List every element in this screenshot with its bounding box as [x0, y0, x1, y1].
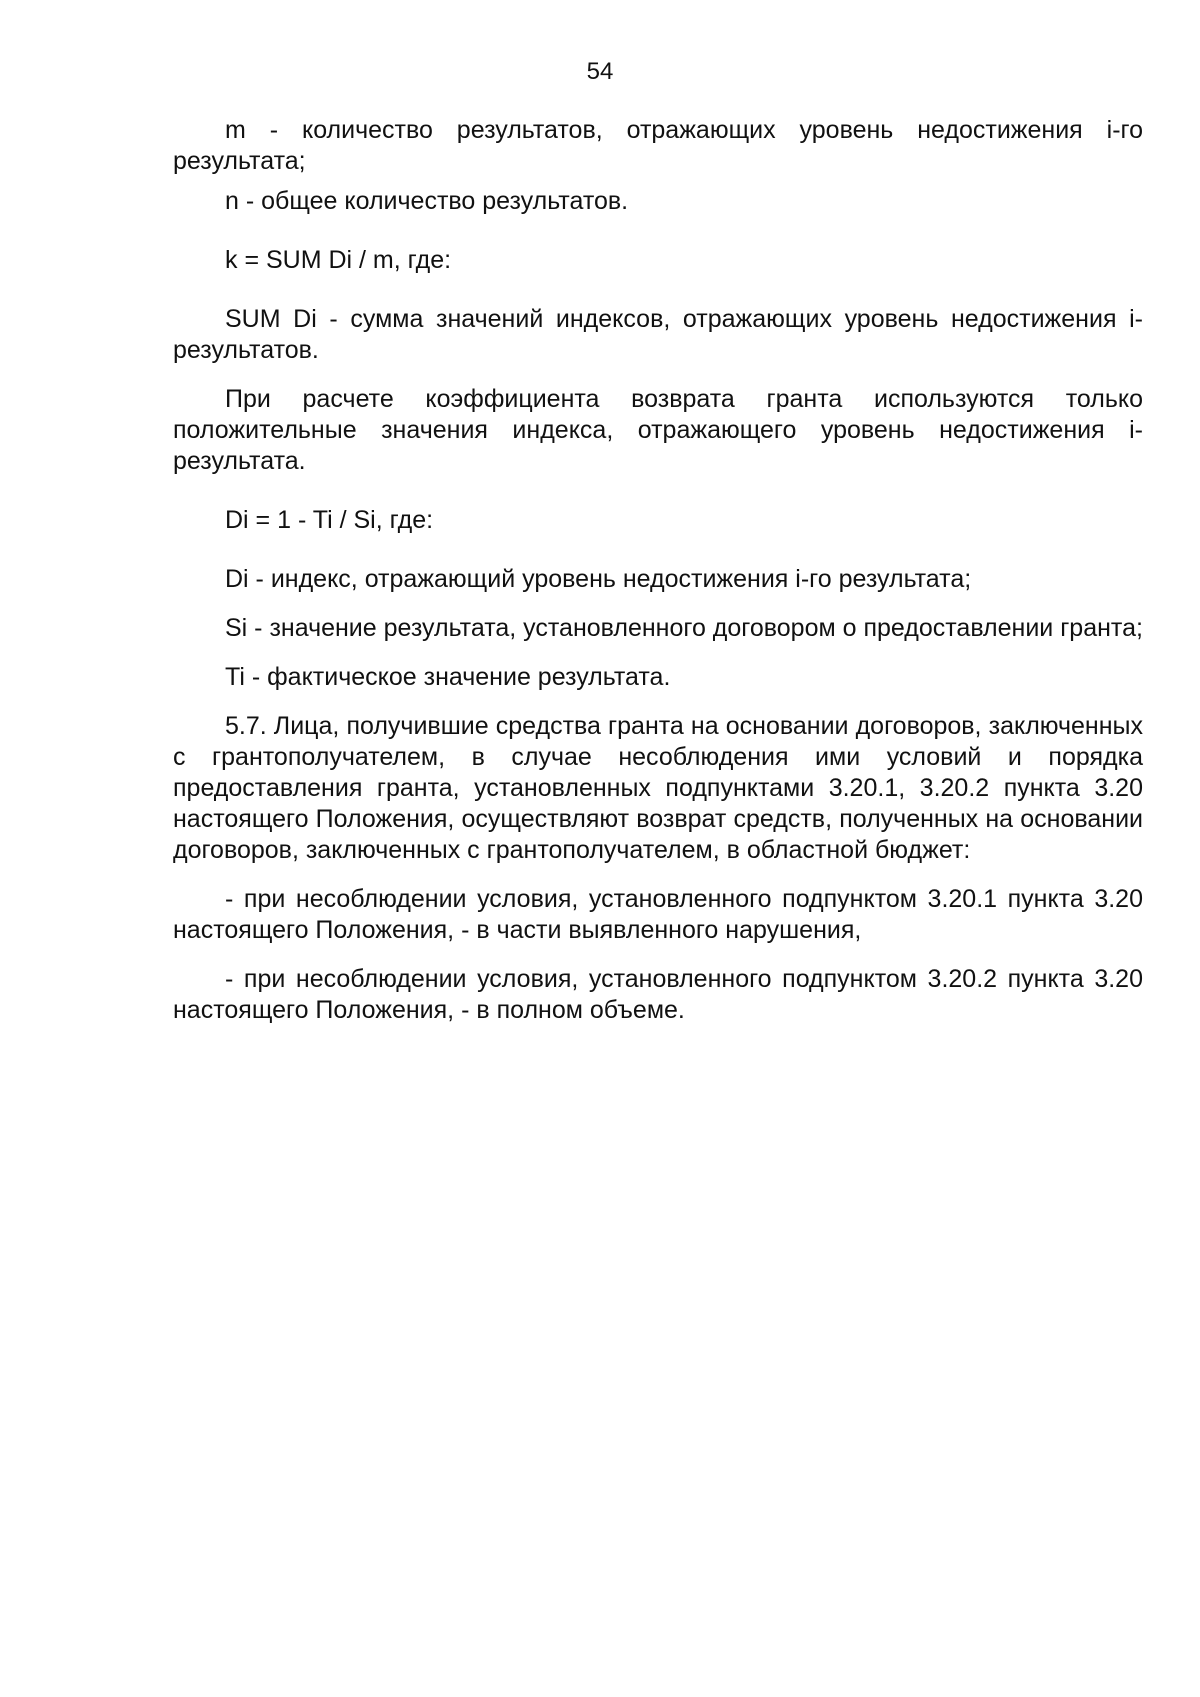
definition-si: Si - значение результата, установленного договором о предоставлении гранта; — [225, 614, 1143, 642]
formula-di: Di = 1 - Ti / Si, где: — [225, 506, 434, 534]
page-number: 54 — [586, 58, 614, 85]
definition-m: m - количество результатов, отражающих уровень недостижения i-го результата; — [173, 116, 1143, 175]
list-item-3-20-2: - при несоблюдении условия, установленного подпунктом 3.20.2 пункта 3.20 настоящего Положения, - в полном объеме. — [173, 965, 1143, 1024]
paragraph-positive-values: При расчете коэффициента возврата гранта используются только положительные значения индекса, отражающего уровень недостижения i-результата. — [173, 385, 1143, 475]
paragraph-5-7: 5.7. Лица, получившие средства гранта на основании договоров, заключенных с грантополучателем, в случае несоблюдения ими условий и порядка предоставления гранта, установленных подпунктами 3.20.1, 3.20.2 пункта 3.20 настоящего Положения, осуществляют возврат средств, полученных на основании договоров, заключенных с грантополучателем, в областной бюджет: — [173, 712, 1143, 864]
definition-ti: Ti - фактическое значение результата. — [225, 663, 671, 691]
definition-sum-di: SUM Di - сумма значений индексов, отражающих уровень недостижения i-результатов. — [173, 305, 1143, 364]
document-body — [173, 115, 1143, 1026]
formula-k: k = SUM Di / m, где: — [225, 246, 452, 274]
definition-n: n - общее количество результатов. — [225, 187, 629, 215]
list-item-3-20-1: - при несоблюдении условия, установленного подпунктом 3.20.1 пункта 3.20 настоящего Положения, - в части выявленного нарушения, — [173, 885, 1143, 944]
definition-di: Di - индекс, отражающий уровень недостижения i-го результата; — [225, 565, 972, 593]
